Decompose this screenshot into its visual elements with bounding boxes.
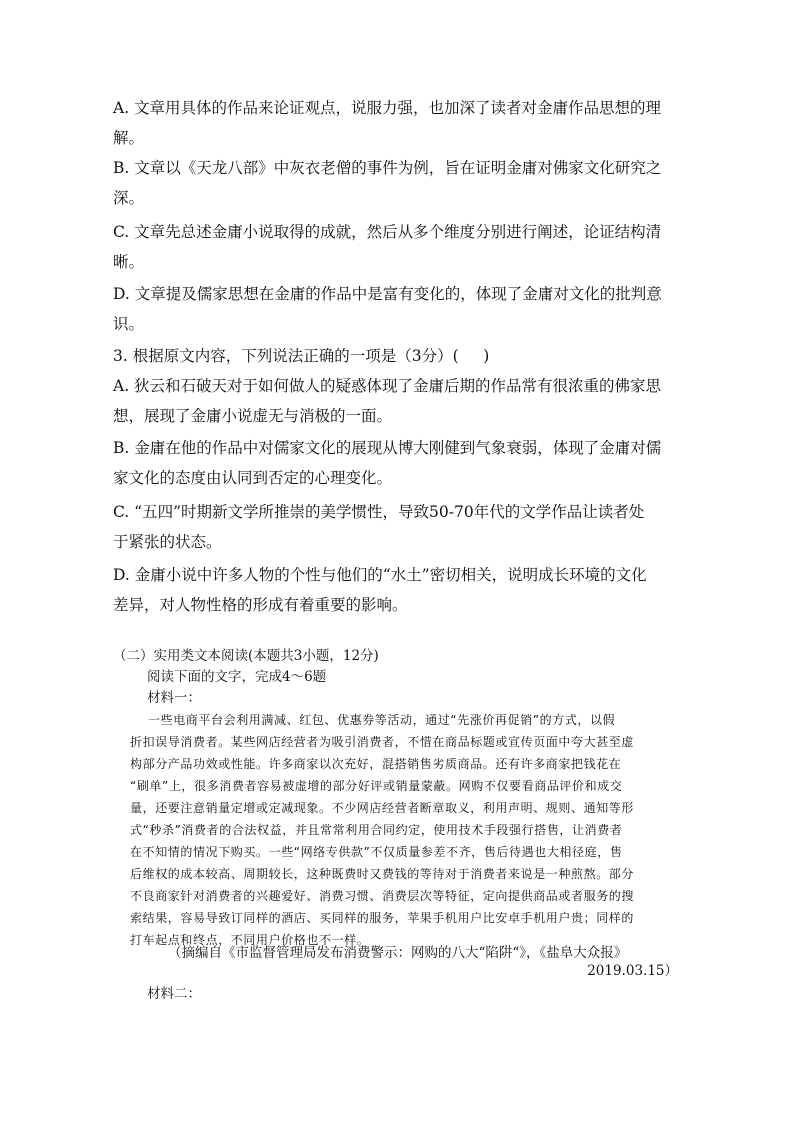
material-1-line-4: “刷单”上，很多消费者容易被虚增的部分好评或销量蒙蔽。网购不仅要看商品评价和成交 (130, 779, 623, 793)
material-1-line-6: 式“秒杀”消费者的合法权益，并且常常利用合同约定，使用技术手段强行搭售，让消费者 (130, 823, 623, 837)
q2-option-c: C. 文章先总述金庸小说取得的成就，然后从多个维度分别进行阐述，论证结构清 (113, 223, 662, 241)
q2-option-d: D. 文章提及儒家思想在金庸的作品中是富有变化的，体现了金庸对文化的批判意 (113, 285, 662, 303)
q2-option-b: B. 文章以《天龙八部》中灰衣老僧的事件为例，旨在证明金庸对佛家文化研究之 (113, 159, 662, 177)
material-1-line-5: 量，还要注意销量定增或定减现象。不少网店经营者断章取义，利用声明、规则、通知等形 (130, 801, 635, 815)
q2-option-b-continued: 深。 (113, 189, 145, 207)
material-1-line-8: 后维权的成本较高、周期较长，这种既费时又费钱的等待对于消费者来说是一种煎熬。部分 (130, 867, 635, 881)
section-instruction: 阅读下面的文字，完成4～6题 (147, 669, 327, 685)
q2-option-d-continued: 识。 (113, 315, 145, 333)
material-1-line-2: 折扣误导消费者。某些网店经营者为吸引消费者，不惜在商品标题或宣传页面中夸大甚至虚 (130, 735, 635, 749)
q3-option-d: D. 金庸小说中许多人物的个性与他们的“水土”密切相关，说明成长环境的文化 (113, 566, 647, 584)
q3-option-a: A. 狄云和石破天对于如何做人的疑惑体现了金庸后期的作品常有很浓重的佛家思 (113, 377, 662, 395)
q2-option-a-continued: 解。 (113, 129, 145, 147)
material-1-label: 材料一： (147, 690, 201, 706)
q3-option-c-continued: 于紧张的状态。 (113, 533, 222, 551)
material-1-line-1: 一些电商平台会利用满减、红包、优惠券等活动，通过“先涨价再促销”的方式，以假 (148, 713, 616, 727)
material-1-line-7: 在不知情的情况下购买。一些“网络专供款”不仅质量参差不齐，售后待遇也大相径庭，售 (130, 845, 623, 859)
material-2-label: 材料二： (147, 986, 201, 1002)
material-1-line-3: 构部分产品功效或性能。许多商家以次充好，混搭销售劣质商品。还有许多商家把钱花在 (130, 757, 622, 771)
material-1-line-11: 打车起点和终点，不同用户价格也不一样。 (130, 933, 370, 947)
source-citation: （摘编自《市监督管理局发布消费警示：网购的八大“陷阱“》，《盐阜大众报》 (168, 945, 628, 961)
q3-option-d-continued: 差异，对人物性格的形成有着重要的影响。 (113, 596, 408, 614)
source-date: 2019.03.15） (587, 963, 678, 979)
q3-option-b: B. 金庸在他的作品中对儒家文化的展现从博大刚健到气象衰弱，体现了金庸对儒 (113, 439, 662, 457)
section-heading: （二）实用类文本阅读(本题共3小题，12分) (113, 648, 379, 664)
q3-title: 3. 根据原文内容，下列说法正确的一项是（3分）( ) (113, 347, 490, 365)
q3-option-b-continued: 家文化的态度由认同到否定的心理变化。 (113, 469, 393, 487)
q2-option-a: A. 文章用具体的作品来论证观点，说服力强，也加深了读者对金庸作品思想的理 (113, 99, 662, 117)
q2-option-c-continued: 晰。 (113, 253, 145, 271)
q3-option-c: C. “五四”时期新文学所推崇的美学惯性，导致50-70年代的文学作品让读者处 (113, 503, 645, 521)
material-1-line-9: 不良商家针对消费者的兴趣爱好、消费习惯、消费层次等特征，定向提供商品或者服务的搜 (130, 889, 635, 903)
q3-option-a-continued: 想，展现了金庸小说虚无与消极的一面。 (113, 407, 393, 425)
material-1-line-10: 索结果，容易导致订同样的酒店、买同样的服务，苹果手机用户比安卓手机用户贵；同样的 (130, 911, 635, 925)
